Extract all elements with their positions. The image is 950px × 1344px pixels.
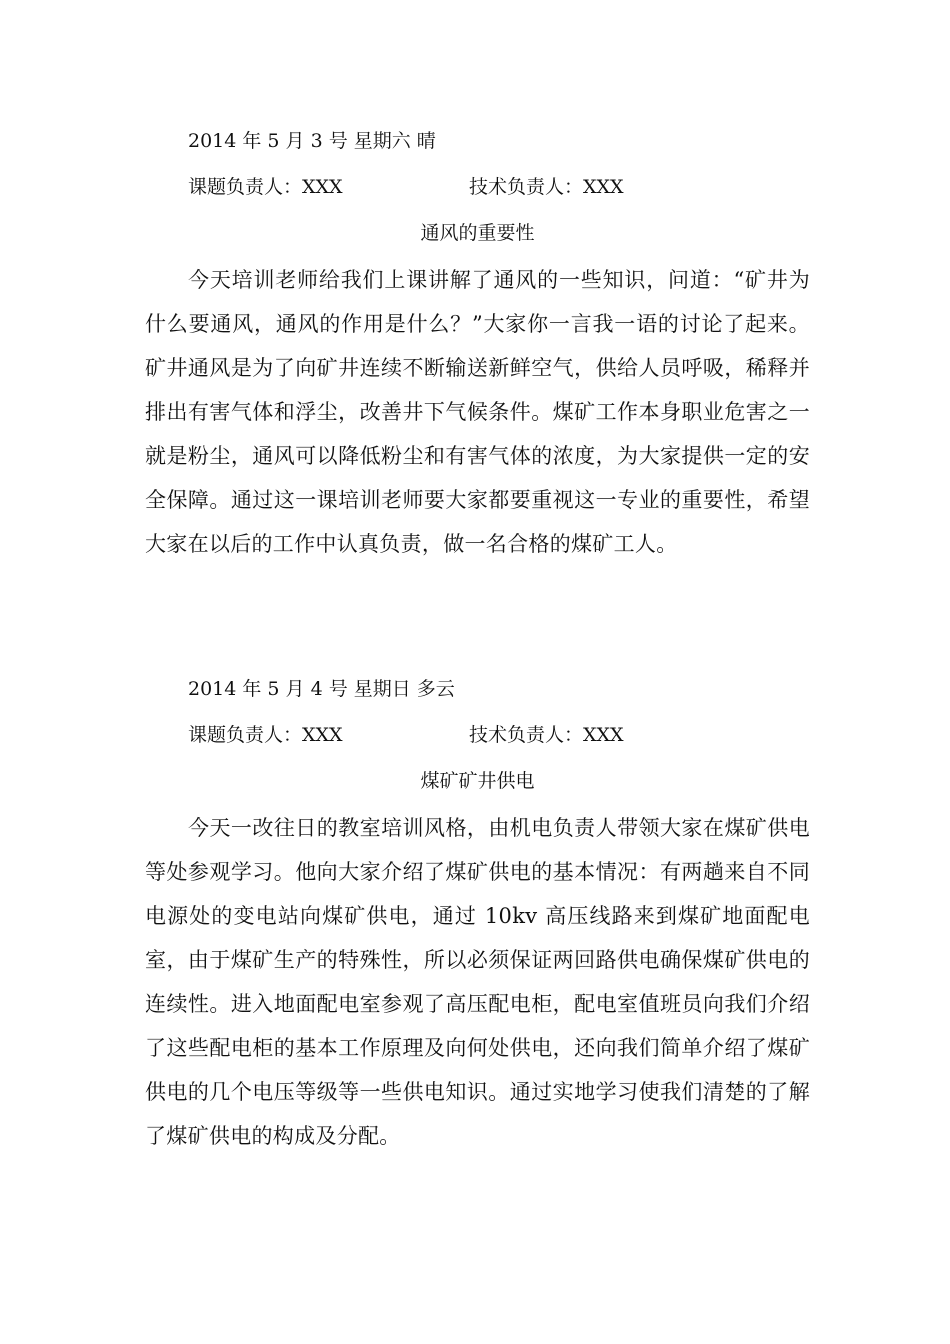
entry-date: 2014 年 5 月 4 号 星期日 多云 (188, 678, 455, 700)
journal-entry (145, 118, 810, 566)
entry-body: 今天一改往日的教室培训风格，由机电负责人带领大家在煤矿供电等处参观学习。他向大家介绍了煤矿供电的基本情况：有两趟来自不同电源处的变电站向煤矿供电，通过 10kv 高压线路来到煤矿地面配电室，由于煤矿生产的特殊性，所以必须保证两回路供电确保煤矿供电的连续性。进入地面配电室参观了高压配电柜，配电室值班员向我们介绍了这些配电柜的基本工作原理及向何处供电，还向我们简单介绍了煤矿供电的几个电压等级等一些供电知识。通过实地学习使我们清楚的了解了煤矿供电的构成及分配。 (145, 816, 810, 1148)
entry-leads (145, 164, 810, 210)
journal-entry (145, 666, 810, 1158)
tech-lead: 技术负责人：XXX (469, 724, 624, 746)
subject-lead: 课题负责人：XXX (188, 724, 343, 746)
entry-title: 煤矿矿井供电 (420, 770, 535, 792)
subject-lead: 课题负责人：XXX (188, 176, 343, 198)
entry-leads (145, 712, 810, 758)
entry-body: 今天培训老师给我们上课讲解了通风的一些知识，问道：“矿井为什么要通风，通风的作用是什么？”大家你一言我一语的讨论了起来。矿井通风是为了向矿井连续不断输送新鲜空气，供给人员呼吸，稀释并排出有害气体和浮尘，改善井下气候条件。煤矿工作本身职业危害之一就是粉尘，通风可以降低粉尘和有害气体的浓度，为大家提供一定的安全保障。通过这一课培训老师要大家都要重视这一专业的重要性，希望大家在以后的工作中认真负责，做一名合格的煤矿工人。 (145, 268, 810, 556)
tech-lead: 技术负责人：XXX (469, 176, 624, 198)
entry-date: 2014 年 5 月 3 号 星期六 晴 (188, 130, 436, 152)
entry-title: 通风的重要性 (420, 222, 535, 244)
